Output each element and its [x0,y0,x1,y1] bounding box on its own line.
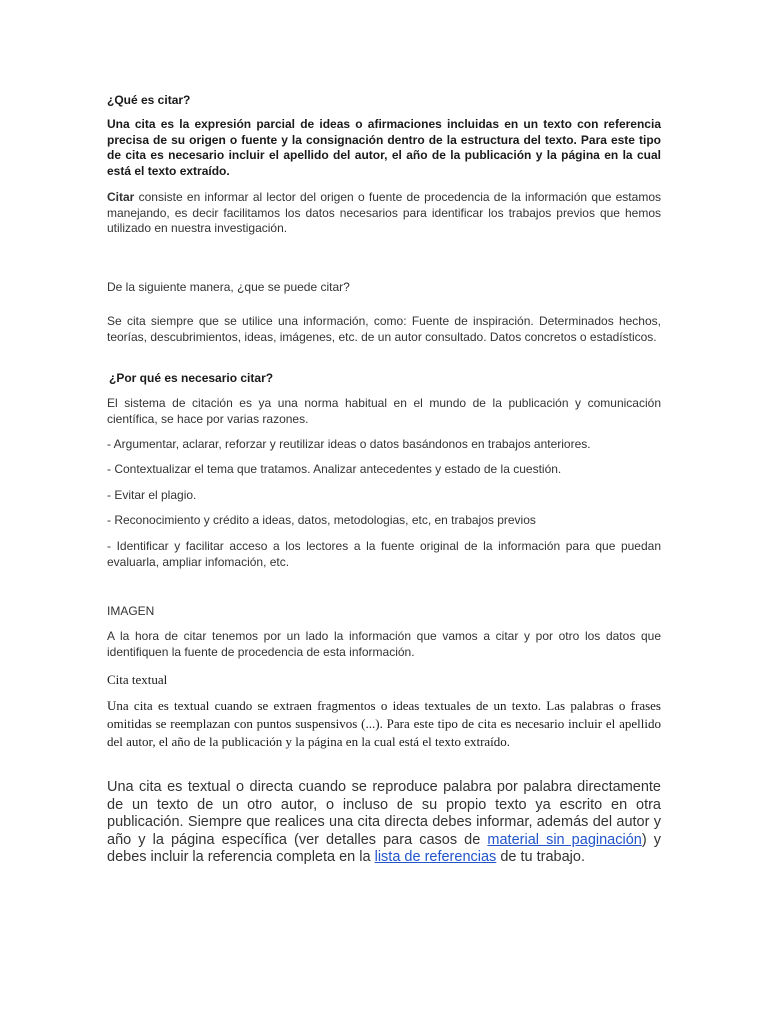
heading-que-es-citar: ¿Qué es citar? [107,93,191,107]
direct-citation-paragraph [107,779,661,867]
question-que-se-puede-citar: De la siguiente manera, ¿que se puede citar? [107,280,350,294]
direct-citation-text-2: ) y debes incluir la referencia completa en la [107,831,661,865]
citing-info-paragraph: A la hora de citar tenemos por un lado la información que vamos a citar y por otro los datos que identifiquen la fuente de procedencia de esta información. [107,629,661,659]
direct-citation-text-3: de tu trabajo. [496,849,585,865]
image-label: IMAGEN [107,604,155,618]
citar-paragraph [107,190,661,237]
list-item: - Contextualizar el tema que tratamos. Analizar antecedentes y estado de la cuestión. [107,462,562,476]
list-item: - Identificar y facilitar acceso a los lectores a la fuente original de la información para que puedan evaluarla, ampliar infomación, etc. [107,539,661,569]
material-sin-paginacion-link[interactable]: material sin paginación [487,831,642,848]
textual-citation-paragraph: Una cita es textual cuando se extraen fragmentos o ideas textuales de un texto. Las palabras o frases omitidas se reemplazan con puntos suspensivos (...). Para este tipo de cita es necesario incluir el apellido del autor, el año de la publicación y la página en la cual está el texto extraído. [107,698,661,749]
list-item: - Reconocimiento y crédito a ideas, datos, metodologias, etc, en trabajos previos [107,513,536,527]
heading-cita-textual: Cita textual [107,672,168,687]
citar-term: Citar [107,190,135,204]
citation-system-paragraph: El sistema de citación es ya una norma habitual en el mundo de la publicación y comunicación científica, se hace por varias razones. [107,396,661,426]
what-to-cite-paragraph: Se cita siempre que se utilice una información, como: Fuente de inspiración. Determinados hechos, teorías, descubrimientos, ideas, imágenes, etc. de un autor consultado. Datos concretos o estadísticos. [107,314,661,344]
lista-de-referencias-link[interactable]: lista de referencias [374,849,497,865]
list-item: - Evitar el plagio. [107,488,197,502]
list-item: - Argumentar, aclarar, reforzar y reutilizar ideas o datos basándonos en trabajos anteriores. [107,437,591,451]
direct-citation-text-1: Una cita es textual o directa cuando se reproduce palabra por palabra directamente de un texto de un otro autor, o incluso de su propio texto ya escrito en otra publicación. Siempre que realices una cita directa debes informar, además del autor y año y la página específica (ver detalles para casos de [107,779,661,848]
citar-paragraph-text: consiste en informar al lector del origen o fuente de procedencia de la información que estamos manejando, es decir facilitamos los datos necesarios para identificar los trabajos previos que hemos utilizado en nuestra investigación. [107,190,661,235]
heading-por-que-citar: ¿Por qué es necesario citar? [109,371,274,385]
definition-paragraph: Una cita es la expresión parcial de ideas o afirmaciones incluidas en un texto con referencia precisa de su origen o fuente y la consignación dentro de la estructura del texto. Para este tipo de cita es necesario incluir el apellido del autor, el año de la publicación y la página en la cual está el texto extraído. [107,117,661,178]
